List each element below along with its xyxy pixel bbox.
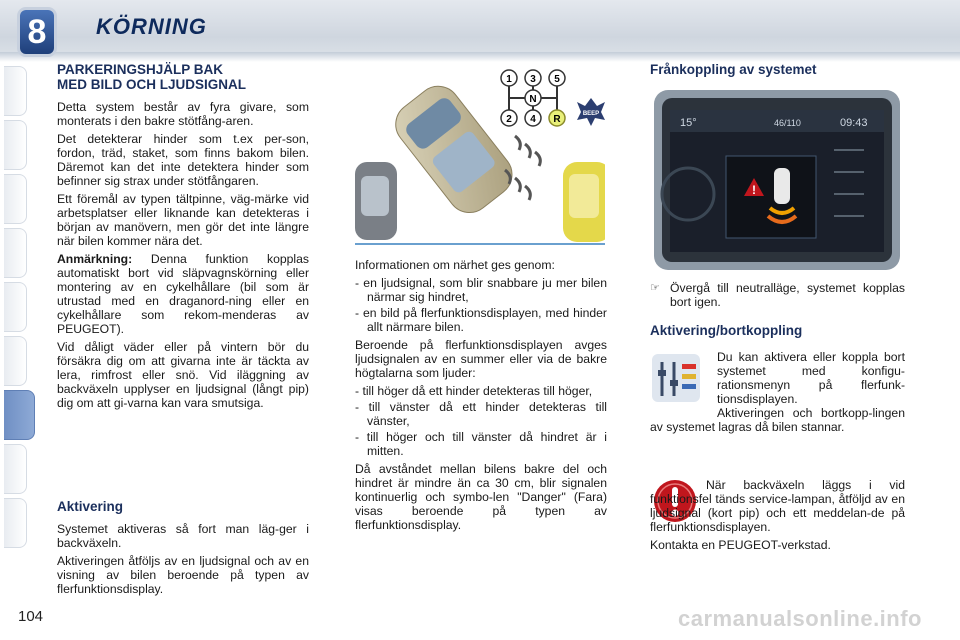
paragraph: Det detekterar hinder som t.ex per-son, fordon, träd, staket, som finns bakom bilen. Däremot kan det inte detektera hinder som befinner sig strax under stötfångaren. (57, 132, 309, 188)
chapter-tab-6[interactable] (4, 336, 27, 386)
note-text: Denna funktion kopplas automatiskt bort vid släpvagnskörning eller montering av en cykelhållare (bil som är utrustad med en draganord-ning eller en cykelhållare som rekom-menderas av PEUGEOT). (57, 252, 309, 336)
disable-section-title: Frånkoppling av systemet (650, 62, 817, 77)
paragraph: Detta system består av fyra givare, som monterats i den bakre stötfång-aren. (57, 100, 309, 128)
warning-text-block (650, 478, 905, 556)
activation-section (57, 499, 309, 600)
chapter-tab-5[interactable] (4, 282, 27, 332)
paragraph: Då avståndet mellan bilens bakre del och hindret är mindre än ca 30 cm, blir signalen kontinuerlig och symbo-len "Danger" (Fara) visas beroende på typen av flerfunktionsdisplay. (355, 462, 607, 532)
parked-car-left (355, 162, 397, 240)
column-3 (650, 62, 905, 77)
note-paragraph (57, 252, 309, 336)
paragraph: Kontakta en PEUGEOT-verkstad. (650, 538, 831, 552)
toggle-section-title: Aktivering/bortkoppling (650, 323, 803, 338)
note-label: Anmärkning: (57, 252, 133, 266)
section-title-line2: MED BILD OCH LJUDSIGNAL (57, 77, 246, 92)
chapter-tab-10[interactable] (4, 498, 27, 548)
svg-text:!: ! (752, 183, 756, 197)
page-number: 104 (18, 608, 44, 625)
proximity-info-list (355, 276, 607, 334)
chapter-tab-8-active[interactable] (4, 390, 35, 440)
chapter-tab-1[interactable] (4, 66, 27, 116)
paragraph: Aktiveringen och bortkopp-lingen av systemet lagras då bilen stannar. (650, 406, 905, 434)
hand-pointer-icon: ☞ (650, 282, 660, 294)
display-clock: 09:43 (840, 117, 868, 129)
display-center-readout: 46/110 (774, 118, 801, 128)
chapter-title: KÖRNING (96, 14, 207, 39)
gear-label-5: 5 (554, 74, 560, 85)
car-top-view-icon (774, 168, 790, 204)
parking-scene-svg (355, 66, 605, 246)
toggle-text-block (717, 350, 905, 410)
chapter-tab-4[interactable] (4, 228, 27, 278)
column-1 (57, 62, 309, 414)
beep-burst-icon (577, 98, 605, 126)
beep-label: BEEP (582, 111, 600, 117)
gear-label-1: 1 (506, 74, 512, 85)
column-2 (355, 258, 607, 536)
configuration-settings-icon (652, 354, 700, 402)
section-title-line1: PARKERINGSHJÄLP BAK (57, 62, 224, 77)
disable-text: Övergå till neutralläge, systemet kopplas bort igen. (670, 281, 905, 309)
list-item: - en bild på flerfunktionsdisplayen, med hinder allt närmare bilen. (355, 306, 607, 334)
disable-instruction (650, 281, 905, 309)
list-item: - till höger då ett hinder detekteras till höger, (355, 384, 593, 398)
list-item: - till höger och till vänster då hindret är i mitten. (355, 430, 607, 458)
display-svg (654, 90, 900, 270)
gear-label-3: 3 (530, 74, 536, 85)
paragraph: Informationen om närhet ges genom: (355, 258, 555, 272)
parking-illustration (355, 66, 605, 246)
gear-label-4: 4 (530, 114, 536, 125)
activation-title: Aktivering (57, 499, 124, 514)
gear-label-2: 2 (506, 114, 512, 125)
gear-label-n: N (529, 94, 537, 105)
sound-direction-list (355, 384, 607, 458)
paragraph: Du kan aktivera eller koppla bort systemet med konfigu-rationsmenyn på flerfunk-tionsdisplayen. (717, 350, 905, 406)
chapter-tab-3[interactable] (4, 174, 27, 224)
gear-shift-diagram (501, 70, 565, 126)
paragraph: Vid dåligt väder eller på vintern bör du försäkra dig om att givarna inte är täckta av lera, rimfrost eller snö. Vid iläggning av backväxeln upplyser en ljudsignal (långt pip) dig om att gi-varna kan vara smutsiga. (57, 340, 309, 410)
multifunction-display-illustration (654, 90, 900, 270)
parked-car-right (563, 162, 605, 242)
toggle-text-block-2 (650, 406, 905, 438)
list-item: - till vänster då ett hinder detekteras till vänster, (355, 400, 607, 428)
paragraph: När backväxeln läggs i vid funktionsfel tänds service-lampan, åtföljd av en ljudsignal (kort pip) och ett meddelan-de på flerfunktionsdisplayen. (650, 478, 905, 534)
disable-instruction-row (650, 281, 905, 309)
chapter-number-badge: 8 (20, 10, 54, 54)
chapter-tab-2[interactable] (4, 120, 27, 170)
watermark: carmanualsonline.info (678, 606, 922, 631)
display-left-readout: 15° (680, 117, 697, 129)
gear-label-r: R (553, 114, 561, 125)
paragraph: Systemet aktiveras så fort man läg-ger i backväxeln. (57, 522, 309, 550)
chapter-tab-9[interactable] (4, 444, 27, 494)
paragraph: Beroende på flerfunktionsdisplayen avges ljudsignalen av en summer eller via de bakre högtalarna som ljuder: (355, 338, 607, 380)
paragraph: Aktiveringen åtföljs av en ljudsignal och av en visning av bilen beroende på typen av flerfunktionsdisplay. (57, 554, 309, 596)
list-item: - en ljudsignal, som blir snabbare ju mer bilen närmar sig hindret, (355, 276, 607, 304)
reversing-car (387, 77, 521, 221)
paragraph: Ett föremål av typen tältpinne, väg-märke vid arbetsplatser eller liknande kan detekteras i början av manövern, men gör det inte längre när bilen kommer nära det. (57, 192, 309, 248)
